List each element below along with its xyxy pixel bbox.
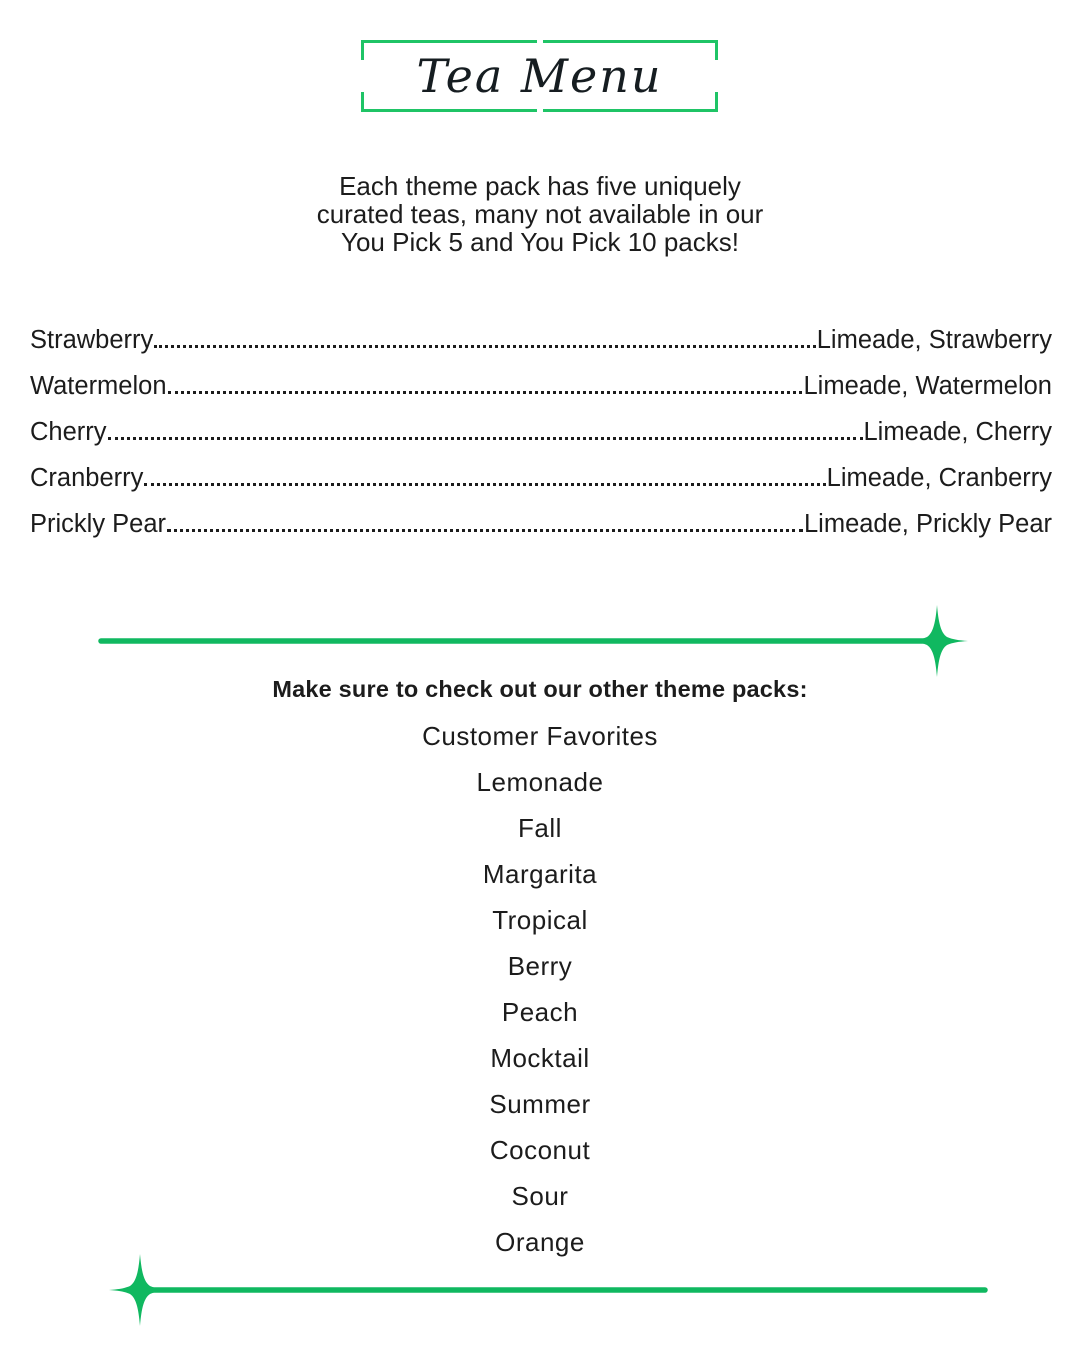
intro-line: curated teas, many not available in our: [316, 199, 764, 229]
pack-item: Lemonade: [476, 767, 604, 797]
tea-name: Cherry: [30, 418, 107, 446]
dot-leader: [144, 483, 825, 486]
pack-item: Margarita: [482, 859, 598, 889]
pack-item: Sour: [511, 1181, 569, 1211]
tea-description: Limeade, Watermelon: [803, 372, 1052, 400]
intro-line: You Pick 5 and You Pick 10 packs!: [341, 227, 739, 257]
dot-leader: [154, 345, 815, 348]
pack-item: Mocktail: [490, 1043, 590, 1073]
intro-line: Each theme pack has five uniquely: [339, 171, 741, 201]
tea-name: Strawberry: [30, 326, 154, 354]
pack-item: Fall: [518, 813, 562, 843]
pack-item: Coconut: [489, 1135, 591, 1165]
dot-leader: [167, 529, 803, 532]
tea-list-row: [30, 418, 1052, 464]
tea-name: Prickly Pear: [30, 510, 167, 538]
tea-description: Limeade, Cherry: [863, 418, 1052, 446]
pack-item: Orange: [495, 1227, 585, 1257]
pack-item: Peach: [501, 997, 579, 1027]
tea-description: Limeade, Cranberry: [826, 464, 1052, 492]
tea-list-row: [30, 464, 1052, 510]
other-packs-heading: Make sure to check out our other theme packs:: [272, 676, 808, 702]
tea-list-row: [30, 326, 1052, 372]
tea-description: Limeade, Prickly Pear: [803, 510, 1052, 538]
sparkle-icon: [906, 605, 968, 677]
page-title: Tea Menu: [416, 49, 663, 103]
dot-leader: [168, 391, 803, 394]
tea-list: [30, 326, 1052, 556]
tea-name: Cranberry: [30, 464, 144, 492]
sparkle-icon: [109, 1254, 171, 1326]
title-frame: [361, 40, 718, 112]
dot-leader: [108, 437, 863, 440]
divider-bottom: [98, 1248, 988, 1337]
pack-item: Berry: [507, 951, 573, 981]
pack-item: Tropical: [492, 905, 588, 935]
tea-description: Limeade, Strawberry: [816, 326, 1052, 354]
tea-list-row: [30, 372, 1052, 418]
other-packs-list: [0, 722, 1080, 1274]
tea-list-row: [30, 510, 1052, 556]
divider-top: [98, 599, 978, 688]
tea-name: Watermelon: [30, 372, 167, 400]
pack-item: Customer Favorites: [422, 721, 658, 751]
intro-paragraph: [0, 172, 1080, 256]
pack-item: Summer: [489, 1089, 591, 1119]
